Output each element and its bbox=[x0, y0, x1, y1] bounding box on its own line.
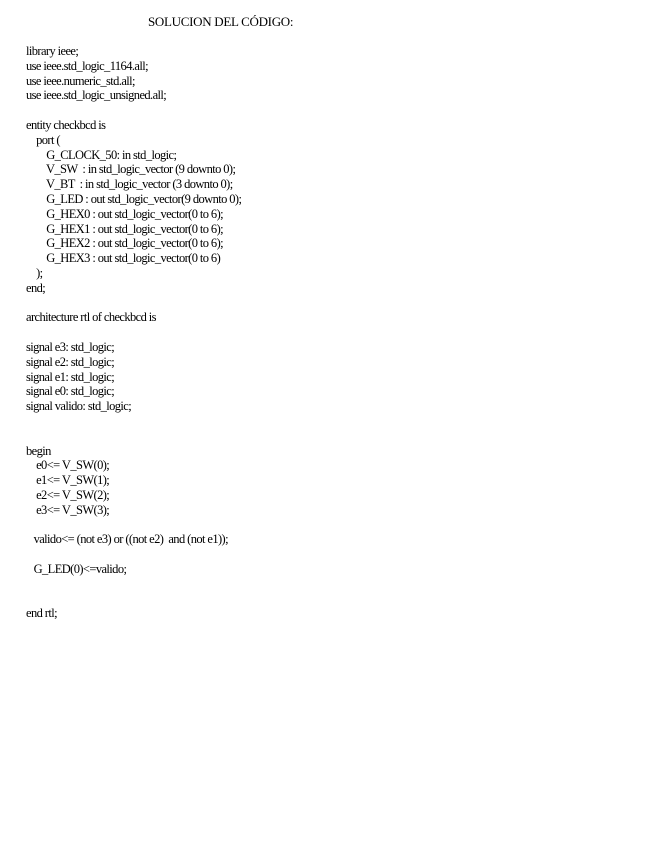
code-line: ); bbox=[26, 265, 43, 280]
code-line bbox=[26, 547, 241, 562]
code-line: e1<= V_SW(1); bbox=[26, 473, 110, 488]
code-line bbox=[26, 414, 241, 429]
code-line: V_SW : in std_logic_vector (9 downto 0); bbox=[26, 162, 236, 177]
code-line: use ieee.std_logic_unsigned.all; bbox=[26, 88, 167, 103]
code-line: e3<= V_SW(3); bbox=[26, 502, 110, 517]
code-line bbox=[26, 591, 241, 606]
code-line: use ieee.numeric_std.all; bbox=[26, 73, 135, 88]
code-line: e0<= V_SW(0); bbox=[26, 458, 110, 473]
code-line: e2<= V_SW(2); bbox=[26, 487, 110, 502]
code-line: library ieee; bbox=[26, 44, 79, 58]
code-line: G_HEX3 : out std_logic_vector(0 to 6) bbox=[26, 251, 221, 266]
code-line: G_HEX1 : out std_logic_vector(0 to 6); bbox=[26, 221, 224, 236]
code-line: entity checkbcd is bbox=[26, 117, 106, 132]
code-line bbox=[26, 103, 241, 118]
code-line bbox=[26, 518, 241, 533]
code-line bbox=[26, 296, 241, 311]
code-line: signal valido: std_logic; bbox=[26, 399, 132, 414]
code-line: architecture rtl of checkbcd is bbox=[26, 310, 156, 325]
vhdl-code-block bbox=[26, 44, 241, 621]
code-line: V_BT : in std_logic_vector (3 downto 0); bbox=[26, 177, 233, 192]
code-line bbox=[26, 577, 241, 592]
code-line: end; bbox=[26, 280, 46, 295]
code-line: signal e1: std_logic; bbox=[26, 369, 115, 384]
code-line bbox=[26, 429, 241, 444]
code-line: signal e2: std_logic; bbox=[26, 354, 115, 369]
code-line: signal e3: std_logic; bbox=[26, 339, 115, 354]
code-line: G_LED : out std_logic_vector(9 downto 0); bbox=[26, 191, 242, 206]
code-line: G_HEX2 : out std_logic_vector(0 to 6); bbox=[26, 236, 224, 251]
code-line: port ( bbox=[26, 132, 60, 147]
document-title: SOLUCION DEL CÓDIGO: bbox=[148, 14, 294, 29]
code-line: G_HEX0 : out std_logic_vector(0 to 6); bbox=[26, 206, 224, 221]
code-line: end rtl; bbox=[26, 606, 57, 621]
code-line: signal e0: std_logic; bbox=[26, 384, 115, 399]
code-line bbox=[26, 325, 241, 340]
code-line: use ieee.std_logic_1164.all; bbox=[26, 58, 148, 73]
code-line: G_LED(0)<=valido; bbox=[26, 561, 127, 576]
code-line: G_CLOCK_50: in std_logic; bbox=[26, 147, 177, 162]
code-line: begin bbox=[26, 443, 51, 458]
code-line: valido<= (not e3) or ((not e2) and (not e1)); bbox=[26, 532, 228, 547]
